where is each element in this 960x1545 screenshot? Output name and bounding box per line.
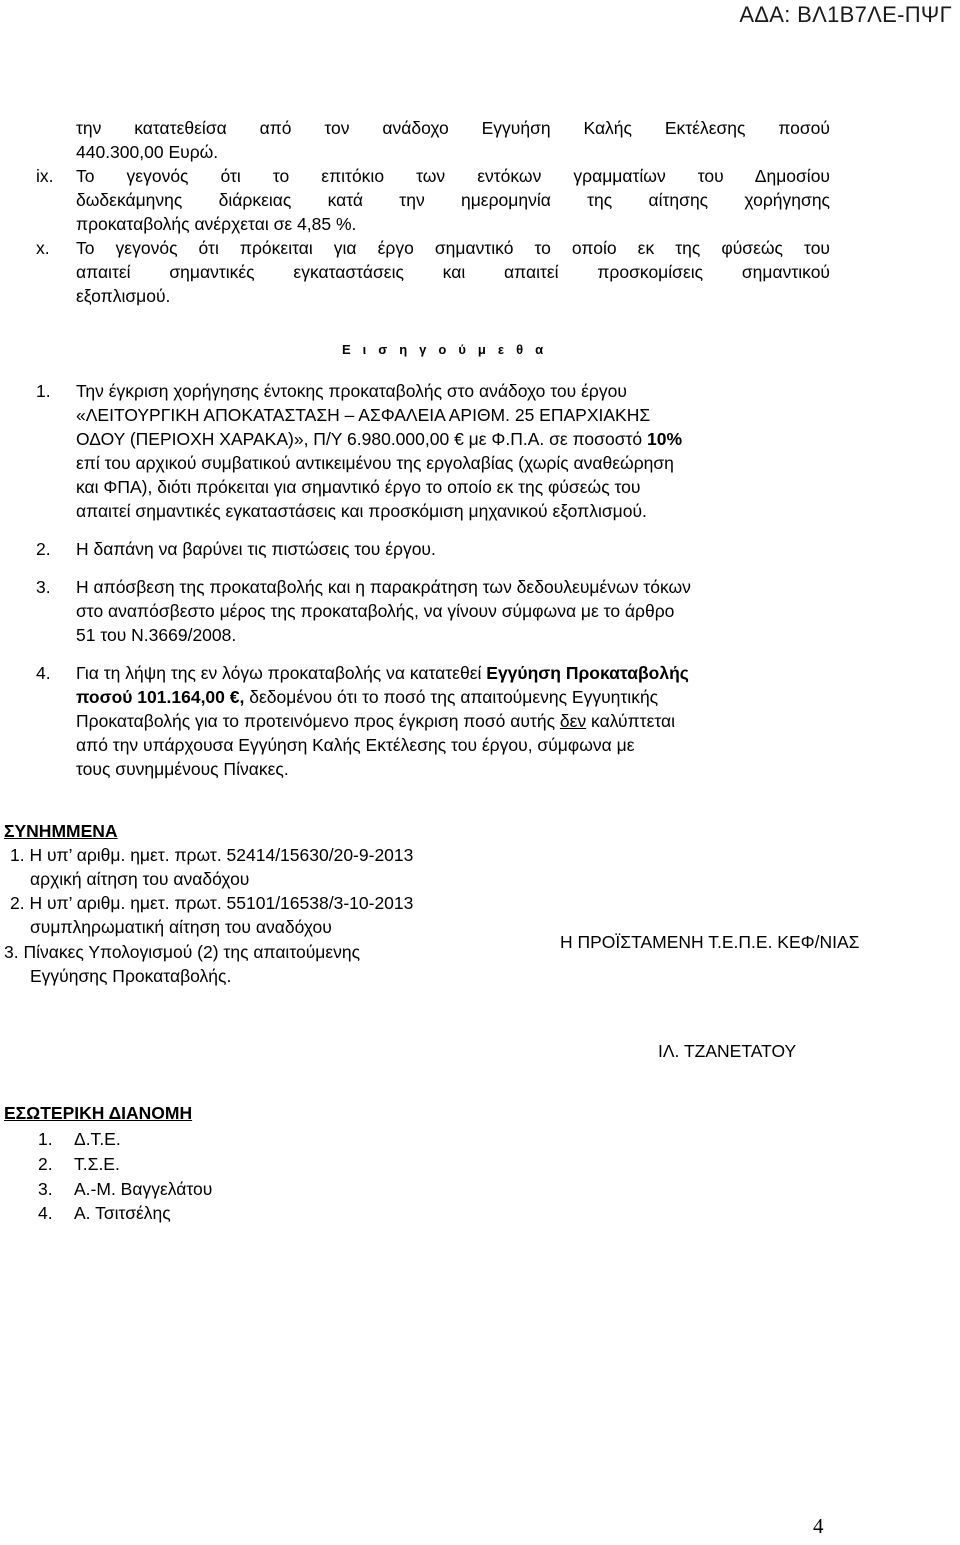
rec-line: Η απόσβεση της προκαταβολής και η παρακράτηση των δεδουλευμένων τόκων (76, 577, 691, 597)
attachments-title: ΣΥΝΗΜΜΕΝΑ (4, 821, 118, 841)
rec-line (76, 661, 689, 685)
attachment-line: αρχική αίτηση του αναδόχου (30, 869, 250, 889)
attachment-line: 1. Η υπ’ αριθμ. ημετ. πρωτ. 52414/15630/20-9-2013 (10, 845, 414, 865)
recommend-heading: Ε ι σ η γ ο ύ μ ε θ α (342, 342, 548, 357)
rec-line (76, 709, 675, 733)
attachment-line: Εγγύησης Προκαταβολής. (30, 966, 232, 986)
rec-line: επί του αρχικού συμβατικού αντικειμένου της εργολαβίας (χωρίς αναθεώρηση (76, 453, 674, 473)
distribution-item: Α.-Μ. Βαγγελάτου (74, 1179, 213, 1199)
rec-line: «ΛΕΙΤΟΥΡΓΙΚΗ ΑΠΟΚΑΤΑΣΤΑΣΗ – ΑΣΦΑΛΕΙΑ ΑΡΙΘΜ. 25 ΕΠΑΡΧΙΑΚΗΣ (76, 405, 651, 425)
intro-line: απαιτεί σημαντικές εγκαταστάσεις και απαιτεί προσκομίσεις σημαντικού (76, 262, 830, 282)
intro-line: προκαταβολής ανέρχεται σε 4,85 %. (76, 214, 357, 234)
distribution-num: 4. (38, 1203, 53, 1223)
signature-role: Η ΠΡΟΪΣΤΑΜΕΝΗ Τ.Ε.Π.Ε. ΚΕΦ/ΝΙΑΣ (560, 932, 860, 952)
distribution-item: Τ.Σ.Ε. (74, 1154, 120, 1174)
intro-line: την κατατεθείσα από τον ανάδοχο Εγγυήση Καλής Εκτέλεσης ποσού (76, 118, 830, 138)
rec-line: από την υπάρχουσα Εγγύηση Καλής Εκτέλεσης του έργου, σύμφωνα με (76, 735, 635, 755)
rec-text: καλύπτεται (586, 711, 676, 731)
rec-line: στο αναπόσβεστο μέρος της προκαταβολής, να γίνουν σύμφωνα με το άρθρο (76, 601, 675, 621)
rec-text: Προκαταβολής για το προτεινόμενο προς έγκριση ποσό αυτής (76, 711, 560, 731)
intro-line: Το γεγονός ότι το επιτόκιο των εντόκων γραμματίων του Δημοσίου (76, 166, 830, 186)
rec-text: δεδομένου ότι το ποσό της απαιτούμενης Εγγυητικής (244, 687, 659, 707)
rec-line: Την έγκριση χορήγησης έντοκης προκαταβολής στο ανάδοχο του έργου (76, 381, 627, 401)
distribution-item: Δ.Τ.Ε. (74, 1129, 121, 1149)
rec-line (76, 427, 682, 451)
distribution-num: 3. (38, 1179, 53, 1199)
page-number: 4 (813, 1514, 824, 1538)
rec-marker: 2. (36, 539, 51, 559)
rec-underline: δεν (559, 711, 587, 731)
attachment-line: 2. Η υπ’ αριθμ. ημετ. πρωτ. 55101/16538/3-10-2013 (10, 893, 414, 913)
rec-line: Η δαπάνη να βαρύνει τις πιστώσεις του έργου. (76, 539, 436, 559)
rec-marker: 4. (36, 663, 51, 683)
attachment-line: συμπληρωματική αίτηση του αναδόχου (30, 917, 332, 937)
rec-marker: 3. (36, 577, 51, 597)
rec-line (76, 685, 658, 709)
rec-line: 51 του Ν.3669/2008. (76, 625, 237, 645)
item-marker: x. (36, 238, 50, 258)
attachment-line: 3. Πίνακες Υπολογισμού (2) της απαιτούμενης (4, 942, 361, 962)
ada-code: ΑΔΑ: ΒΛ1Β7ΛΕ-ΠΨΓ (739, 2, 952, 27)
intro-line: 440.300,00 Ευρώ. (76, 142, 219, 162)
distribution-title: ΕΣΩΤΕΡΙΚΗ ΔΙΑΝΟΜΗ (4, 1103, 193, 1123)
rec-text: ΟΔΟΥ (ΠΕΡΙΟΧΗ ΧΑΡΑΚΑ)», Π/Υ 6.980.000,00 € με Φ.Π.Α. σε ποσοστό (76, 429, 647, 449)
item-marker: ix. (36, 166, 54, 186)
rec-line: και ΦΠΑ), διότι πρόκειται για σημαντικό έργο το οποίο εκ της φύσεώς του (76, 477, 641, 497)
signature-name: ΙΛ. ΤΖΑΝΕΤΑΤΟΥ (658, 1041, 797, 1061)
rec-text: Για τη λήψη της εν λόγω προκαταβολής να κατατεθεί (76, 663, 487, 683)
distribution-num: 1. (38, 1129, 53, 1149)
intro-line: εξοπλισμού. (76, 286, 171, 306)
rec-line: απαιτεί σημαντικές εγκαταστάσεις και προσκόμιση μηχανικού εξοπλισμού. (76, 501, 647, 521)
intro-line: δωδεκάμηνης διάρκειας κατά την ημερομηνία της αίτησης χορήγησης (76, 190, 830, 210)
distribution-item: Α. Τσιτσέλης (74, 1203, 171, 1223)
rec-bold: Εγγύηση Προκαταβολής (486, 663, 689, 683)
rec-percent: 10% (647, 429, 683, 449)
intro-line: Το γεγονός ότι πρόκειται για έργο σημαντικό το οποίο εκ της φύσεώς του (76, 238, 830, 258)
rec-amount: ποσού 101.164,00 €, (76, 687, 245, 707)
rec-line: τους συνημμένους Πίνακες. (76, 759, 289, 779)
rec-marker: 1. (36, 381, 51, 401)
distribution-num: 2. (38, 1154, 53, 1174)
